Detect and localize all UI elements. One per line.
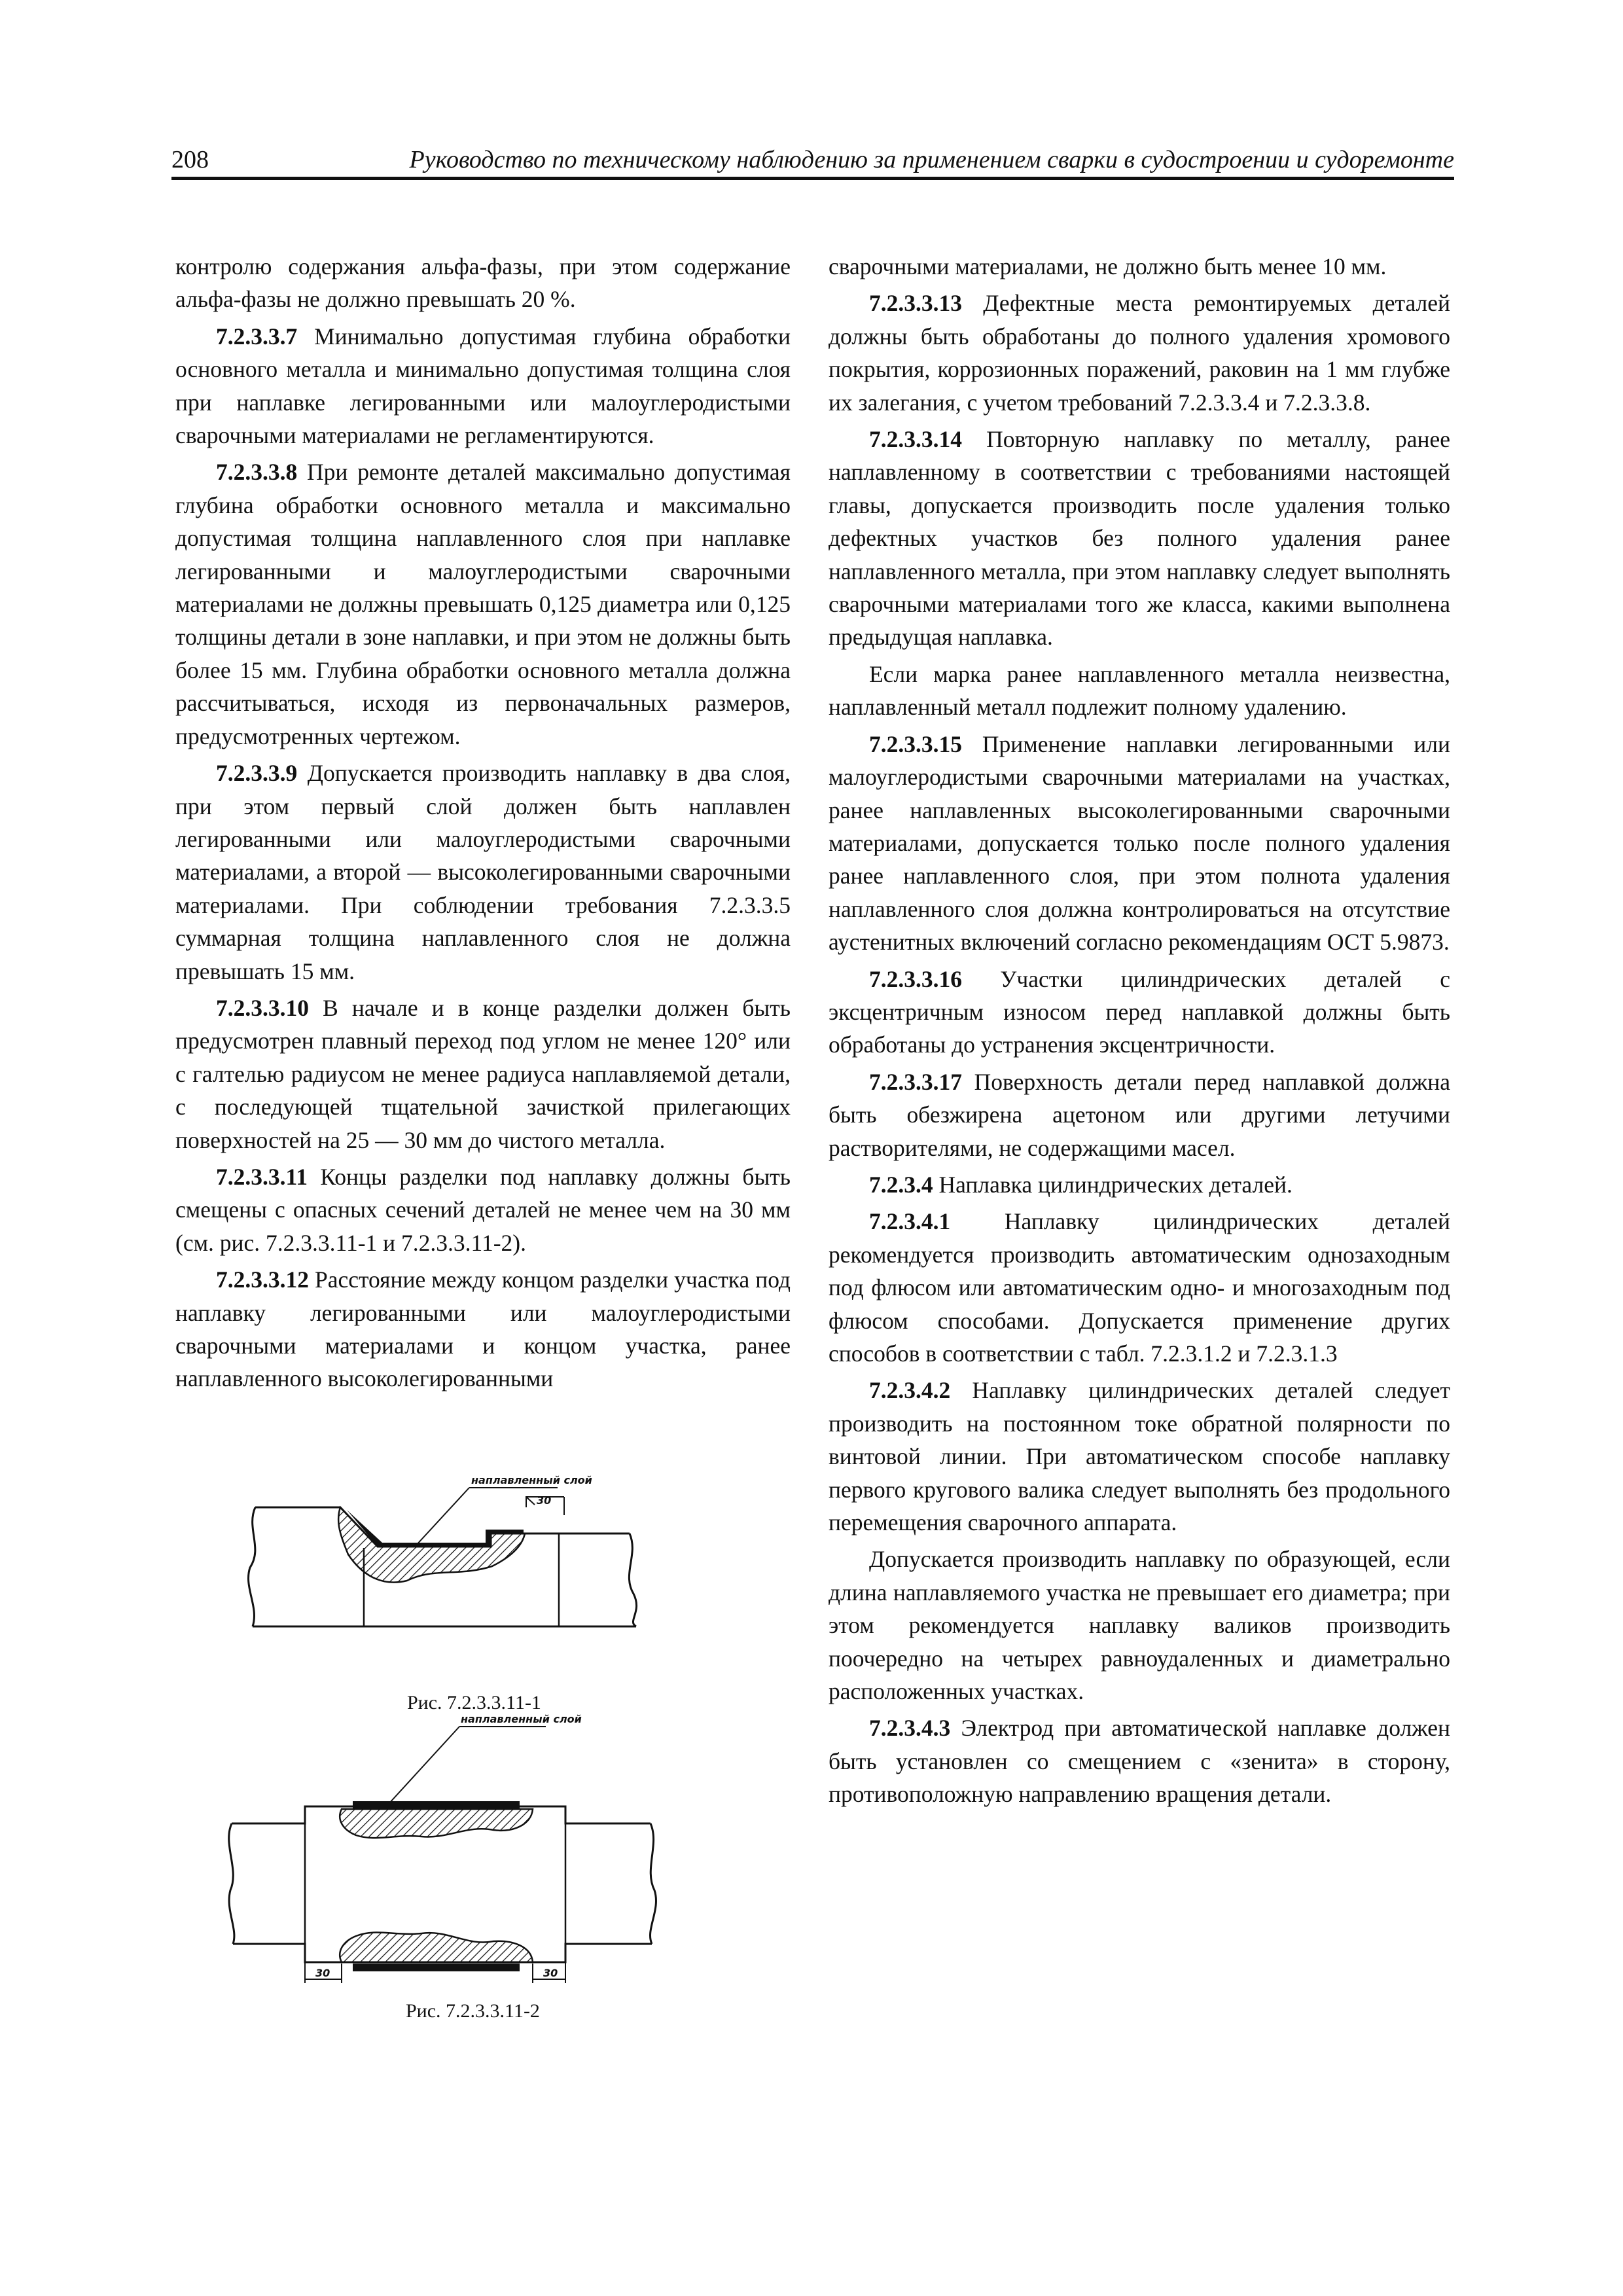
page-number: 208 <box>171 146 209 173</box>
clause-number: 7.2.3.4 <box>869 1171 933 1198</box>
left-column <box>175 250 791 1399</box>
paragraph: 7.2.3.3.11 Концы разделки под наплавку должны быть смещены с опасных сечений деталей не менее чем на 30 мм (см. рис. 7.2.3.3.11-1 и 7.2.3.3.11-2). <box>175 1163 791 1256</box>
figure-caption: Рис. 7.2.3.3.11-1 <box>407 1692 541 1713</box>
paragraph: 7.2.3.3.7 Минимально допустимая глубина обработки основного металла и минимально допустимая толщина слоя при наплавке легированными или малоуглеродистыми сварочными материалами не регламентируются. <box>175 323 791 449</box>
layer-label: наплавленный слой <box>461 1713 582 1725</box>
paragraph: 7.2.3.4 Наплавка цилиндрических деталей. <box>869 1171 1293 1198</box>
right-column <box>829 250 1450 1815</box>
clause-number: 7.2.3.3.10 <box>216 994 309 1021</box>
clause-number: 7.2.3.3.17 <box>869 1068 962 1095</box>
clause-number: 7.2.3.4.1 <box>869 1208 951 1235</box>
dimension-label-left: 30 <box>315 1967 330 1979</box>
paragraph: контролю содержания альфа-фазы, при этом содержание альфа-фазы не должно превышать 20 %. <box>175 253 791 313</box>
clause-number: 7.2.3.3.11 <box>216 1163 308 1190</box>
clause-number: 7.2.3.3.9 <box>216 760 298 787</box>
clause-number: 7.2.3.4.2 <box>869 1377 951 1404</box>
paragraph: 7.2.3.3.15 Применение наплавки легированными или малоуглеродистыми сварочными материалами на участках, ранее наплавленных высоколегированными сварочными материалами, допускается только после полного удаления ранее наплавленного слоя, при этом полнота удаления наплавленного слоя должна контролироваться на отсутствие аустенитных включений согласно рекомендациям ОСТ 5.9873. <box>829 730 1450 956</box>
figure-caption: Рис. 7.2.3.3.11-2 <box>406 2000 540 2022</box>
clause-number: 7.2.3.4.3 <box>869 1715 951 1742</box>
paragraph: 7.2.3.3.17 Поверхность детали перед наплавкой должна быть обезжирена ацетоном или другими летучими растворителями, не содержащими масел. <box>829 1068 1450 1161</box>
page-header <box>171 145 1454 181</box>
dimension-label-right: 30 <box>543 1967 558 1979</box>
clause-number: 7.2.3.3.15 <box>869 730 962 757</box>
paragraph: 7.2.3.3.9 Допускается производить наплавку в два слоя, при этом первый слой должен быть наплавлен легированными или малоуглеродистыми сварочными материалами, а второй — высоколегированными сварочными материалами. При соблюдении требования 7.2.3.3.5 суммарная толщина наплавленного слоя не должна превышать 15 мм. <box>175 760 791 984</box>
paragraph: Допускается производить наплавку по образующей, если длина наплавляемого участка не превышает его диаметра; при этом рекомендуется наплавку валиков производить поочередно на четырех равноудаленных и диаметрально расположенных участках. <box>829 1546 1450 1705</box>
dimension-label: 30 <box>537 1494 552 1507</box>
clause-number: 7.2.3.3.13 <box>869 290 962 317</box>
paragraph: 7.2.3.3.16 Участки цилиндрических деталей с эксцентричным износом перед наплавкой должны быть обработаны до устранения эксцентричности. <box>829 965 1450 1058</box>
paragraph: 7.2.3.3.8 При ремонте деталей максимально допустимая глубина обработки основного металла и максимально допустимая толщина наплавленного слоя при наплавке легированными и малоуглеродистыми сварочными материалами не должны превышать 0,125 диаметра или 0,125 толщины детали в зоне наплавки, и при этом не должны быть более 15 мм. Глубина обработки основного металла должна рассчитываться, исходя из первоначальных размеров, предусмотренных чертежом. <box>175 459 791 749</box>
paragraph: сварочными материалами, не должно быть менее 10 мм. <box>829 253 1387 279</box>
running-title: Руководство по техническому наблюдению за применением сварки в судостроении и судоремонте <box>409 146 1454 173</box>
paragraph: Если марка ранее наплавленного металла неизвестна, наплавленный металл подлежит полному удалению. <box>829 660 1450 721</box>
clause-number: 7.2.3.3.16 <box>869 965 962 992</box>
paragraph: 7.2.3.3.12 Расстояние между концом разделки участка под наплавку легированными или малоуглеродистыми сварочными материалами и концом участка, ранее наплавленного высоколегированными <box>175 1266 791 1392</box>
paragraph: 7.2.3.3.10 В начале и в конце разделки должен быть предусмотрен плавный переход под углом не менее 120° или с галтелью радиусом не менее радиуса наплавляемой детали, с последующей тщательной зачисткой прилегающих поверхностей на 25 — 30 мм до чистого металла. <box>175 994 791 1153</box>
clause-number: 7.2.3.3.7 <box>216 323 298 350</box>
clause-number: 7.2.3.3.14 <box>869 426 962 453</box>
layer-label: наплавленный слой <box>471 1474 592 1486</box>
figure-weld-overlay-groove <box>243 1469 649 1705</box>
paragraph: 7.2.3.3.13 Дефектные места ремонтируемых деталей должны быть обработаны до полного удаления хромового покрытия, коррозионных поражений, раковин на 1 мм глубже их залегания, с учетом требований 7.2.3.3.4 и 7.2.3.3.8. <box>829 290 1450 416</box>
paragraph: 7.2.3.3.14 Повторную наплавку по металлу, ранее наплавленному в соответствии с требованиями настоящей главы, допускается производить после удаления только дефектных участков без полного удаления ранее наплавленного металла, при этом наплавку следует выполнять сварочными материалами того же класса, какими выполнена предыдущая наплавка. <box>829 426 1450 651</box>
clause-number: 7.2.3.3.8 <box>216 459 298 486</box>
header-rule <box>171 177 1454 180</box>
clause-number: 7.2.3.3.12 <box>216 1266 309 1293</box>
paragraph: 7.2.3.4.3 Электрод при автоматической наплавке должен быть установлен со смещением с «зенита» в сторону, противоположную направлению вращения детали. <box>829 1715 1450 1808</box>
figure-cylinder-overlay <box>225 1713 677 2013</box>
paragraph: 7.2.3.4.2 Наплавку цилиндрических деталей следует производить на постоянном токе обратной полярности по винтовой линии. При автоматическом способе наплавку первого кругового валика следует выполнять без продольного перемещения сварочного аппарата. <box>829 1377 1450 1536</box>
paragraph: 7.2.3.4.1 Наплавку цилиндрических деталей рекомендуется производить автоматическим однозаходным под флюсом или автоматическим одно- и многозаходным под флюсом способами. Допускается применение других способов в соответствии с табл. 7.2.3.1.2 и 7.2.3.1.3 <box>829 1208 1450 1367</box>
